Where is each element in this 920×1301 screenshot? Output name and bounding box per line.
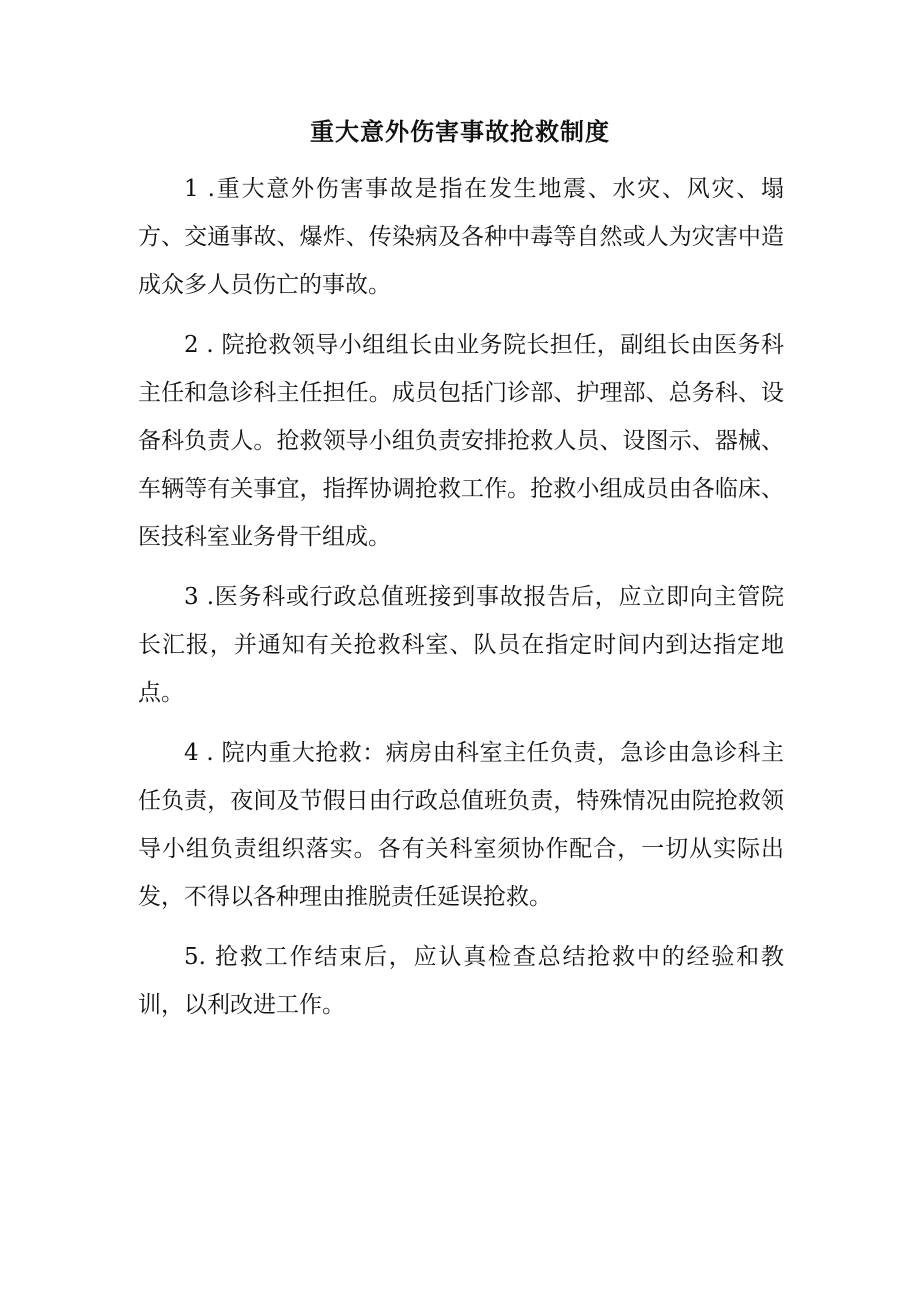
document-title: 重大意外伤害事故抢救制度 xyxy=(310,118,610,146)
paragraph-5: 5. 抢救工作结束后，应认真检查总结抢救中的经验和教训，以利改进工作。 xyxy=(138,944,784,1018)
paragraph-2: 2 . 院抢救领导小组组长由业务院长担任，副组长由医务科主任和急诊科主任担任。成员包括门诊部、护理部、总务科、设备科负责人。抢救领导小组负责安排抢救人员、设图示、器械、车辆等有关事宜，指挥协调抢救工作。抢救小组成员由各临床、医技科室业务骨干组成。 xyxy=(138,332,784,550)
paragraph-1: 1 .重大意外伤害事故是指在发生地震、水灾、风灾、塌方、交通事故、爆炸、传染病及各种中毒等自然或人为灾害中造成众多人员伤亡的事故。 xyxy=(138,176,784,298)
paragraph-4: 4 . 院内重大抢救：病房由科室主任负责，急诊由急诊科主任负责，夜间及节假日由行政总值班负责，特殊情况由院抢救领导小组负责组织落实。各有关科室须协作配合，一切从实际出发，不得以各种理由推脱责任延误抢救。 xyxy=(138,740,784,910)
paragraph-3: 3 .医务科或行政总值班接到事故报告后，应立即向主管院长汇报，并通知有关抢救科室、队员在指定时间内到达指定地点。 xyxy=(138,584,784,706)
document-body xyxy=(138,165,784,1041)
